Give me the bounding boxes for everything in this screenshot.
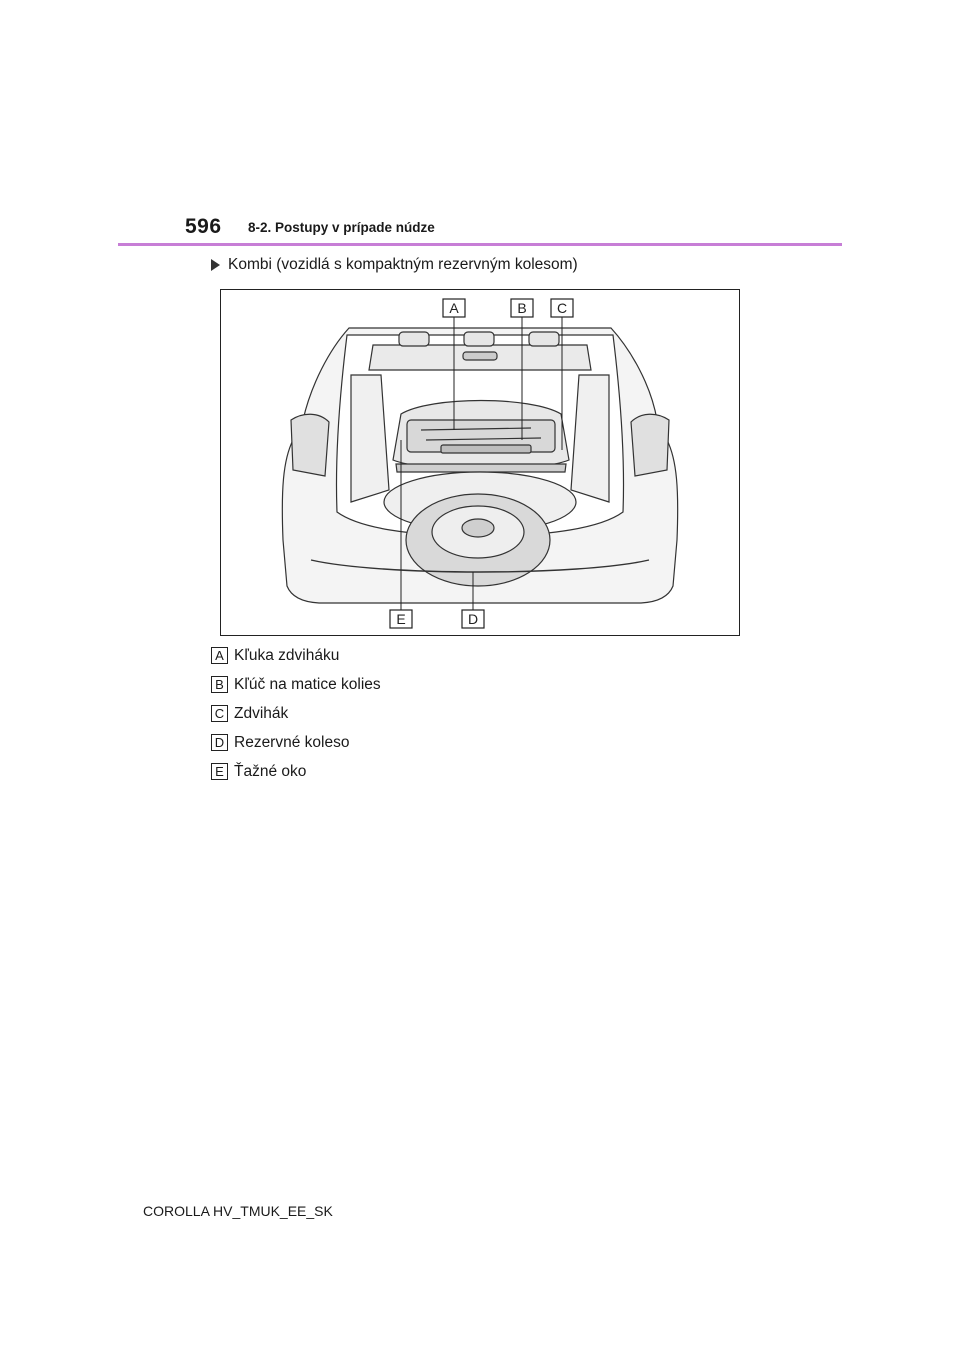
legend-item: [211, 703, 381, 724]
legend-label: Kľuka zdviháku: [234, 646, 340, 664]
headrest-mid: [464, 332, 494, 346]
right-taillight: [631, 414, 669, 476]
shelf-handle: [463, 352, 497, 360]
legend-badge: D: [211, 734, 228, 751]
legend-badge: A: [211, 647, 228, 664]
callout-d-label: D: [467, 611, 479, 627]
spare-tire-hub: [462, 519, 494, 537]
callout-e-label: E: [396, 611, 406, 627]
car-trunk-drawing: [221, 290, 739, 635]
callout-c-label: C: [556, 300, 568, 316]
headrest-right: [529, 332, 559, 346]
legend-label: Kľúč na matice kolies: [234, 675, 381, 693]
legend-badge: B: [211, 676, 228, 693]
subheading: [211, 256, 578, 274]
left-taillight: [291, 414, 329, 476]
trunk-illustration: [220, 289, 740, 636]
triangle-bullet-icon: [211, 259, 220, 271]
legend-badge: E: [211, 763, 228, 780]
legend-item: [211, 645, 381, 666]
footer-model-code: COROLLA HV_TMUK_EE_SK: [143, 1203, 333, 1219]
legend-item: [211, 674, 381, 695]
legend-label: Rezervné koleso: [234, 733, 350, 751]
subheading-text: Kombi (vozidlá s kompaktným rezervným kolesom): [228, 256, 578, 273]
legend-item: [211, 732, 381, 753]
page-number: 596: [185, 215, 222, 238]
section-title: 8-2. Postupy v prípade núdze: [248, 220, 435, 235]
jack-tool: [441, 445, 531, 453]
header-divider: [118, 243, 842, 246]
headrest-left: [399, 332, 429, 346]
legend-item: [211, 761, 381, 782]
callout-a-label: A: [449, 300, 459, 316]
legend-list: [211, 645, 381, 790]
tray-front-edge: [396, 464, 566, 472]
legend-label: Zdvihák: [234, 704, 289, 722]
legend-badge: C: [211, 705, 228, 722]
callout-b-label: B: [517, 300, 527, 316]
legend-label: Ťažné oko: [234, 762, 307, 780]
